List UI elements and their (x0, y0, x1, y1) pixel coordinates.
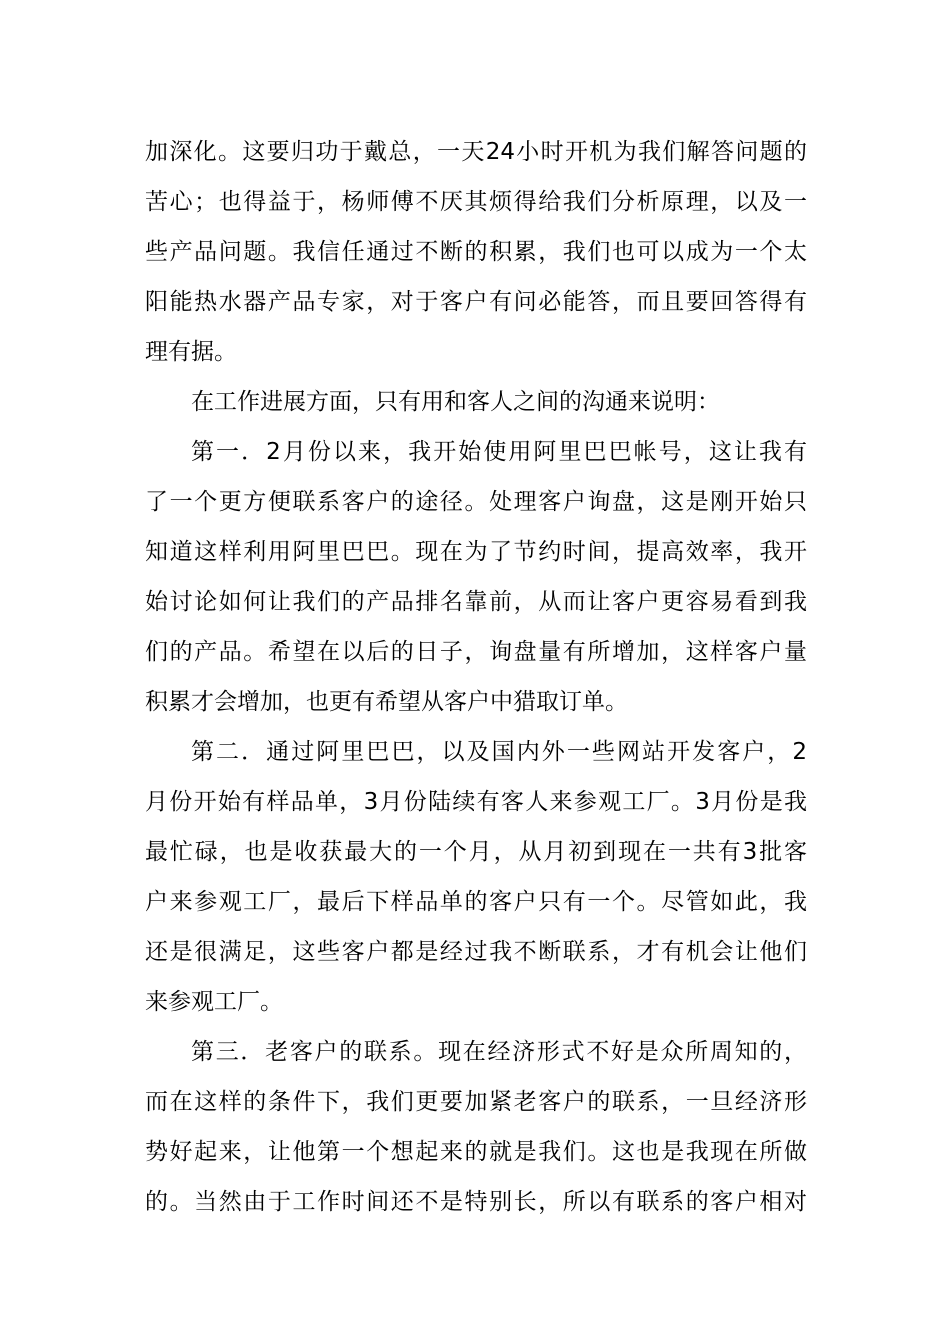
document-body (145, 127, 807, 1227)
text-line: 积累才会增加，也更有希望从客户中猎取订单。 (145, 689, 628, 715)
text-line: 还是很满足，这些客户都是经过我不断联系，才有机会让他们 (145, 939, 807, 965)
text-line: 来参观工厂。 (145, 989, 283, 1015)
text-line: 月份开始有样品单，3月份陆续有客人来参观工厂。3月份是我 (145, 789, 807, 815)
text-line: 阳能热水器产品专家，对于客户有问必能答，而且要回答得有 (145, 289, 807, 315)
text-line: 在工作进展方面，只有用和客人之间的沟通来说明： (191, 389, 720, 415)
text-line: 的。当然由于工作时间还不是特别长，所以有联系的客户相对 (145, 1189, 807, 1215)
text-line: 第一．2月份以来，我开始使用阿里巴巴帐号，这让我有 (191, 439, 807, 465)
text-line: 们的产品。希望在以后的日子，询盘量有所增加，这样客户量 (145, 639, 807, 665)
text-line: 第二．通过阿里巴巴，以及国内外一些网站开发客户，2 (191, 739, 807, 765)
text-line: 知道这样利用阿里巴巴。现在为了节约时间，提高效率，我开 (145, 539, 807, 565)
text-line: 势好起来，让他第一个想起来的就是我们。这也是我现在所做 (145, 1139, 807, 1165)
text-line: 些产品问题。我信任通过不断的积累，我们也可以成为一个太 (145, 239, 807, 265)
text-line: 加深化。这要归功于戴总，一天24小时开机为我们解答问题的 (145, 139, 807, 165)
text-line: 苦心；也得益于，杨师傅不厌其烦得给我们分析原理，以及一 (145, 189, 807, 215)
text-line: 了一个更方便联系客户的途径。处理客户询盘，这是刚开始只 (145, 489, 807, 515)
text-line: 第三．老客户的联系。现在经济形式不好是众所周知的， (191, 1039, 807, 1065)
text-line: 始讨论如何让我们的产品排名靠前，从而让客户更容易看到我 (145, 589, 807, 615)
text-line: 理有据。 (145, 339, 237, 365)
text-line: 户来参观工厂，最后下样品单的客户只有一个。尽管如此，我 (145, 889, 807, 915)
text-line: 最忙碌，也是收获最大的一个月，从月初到现在一共有3批客 (145, 839, 807, 865)
text-line: 而在这样的条件下，我们更要加紧老客户的联系，一旦经济形 (145, 1089, 807, 1115)
